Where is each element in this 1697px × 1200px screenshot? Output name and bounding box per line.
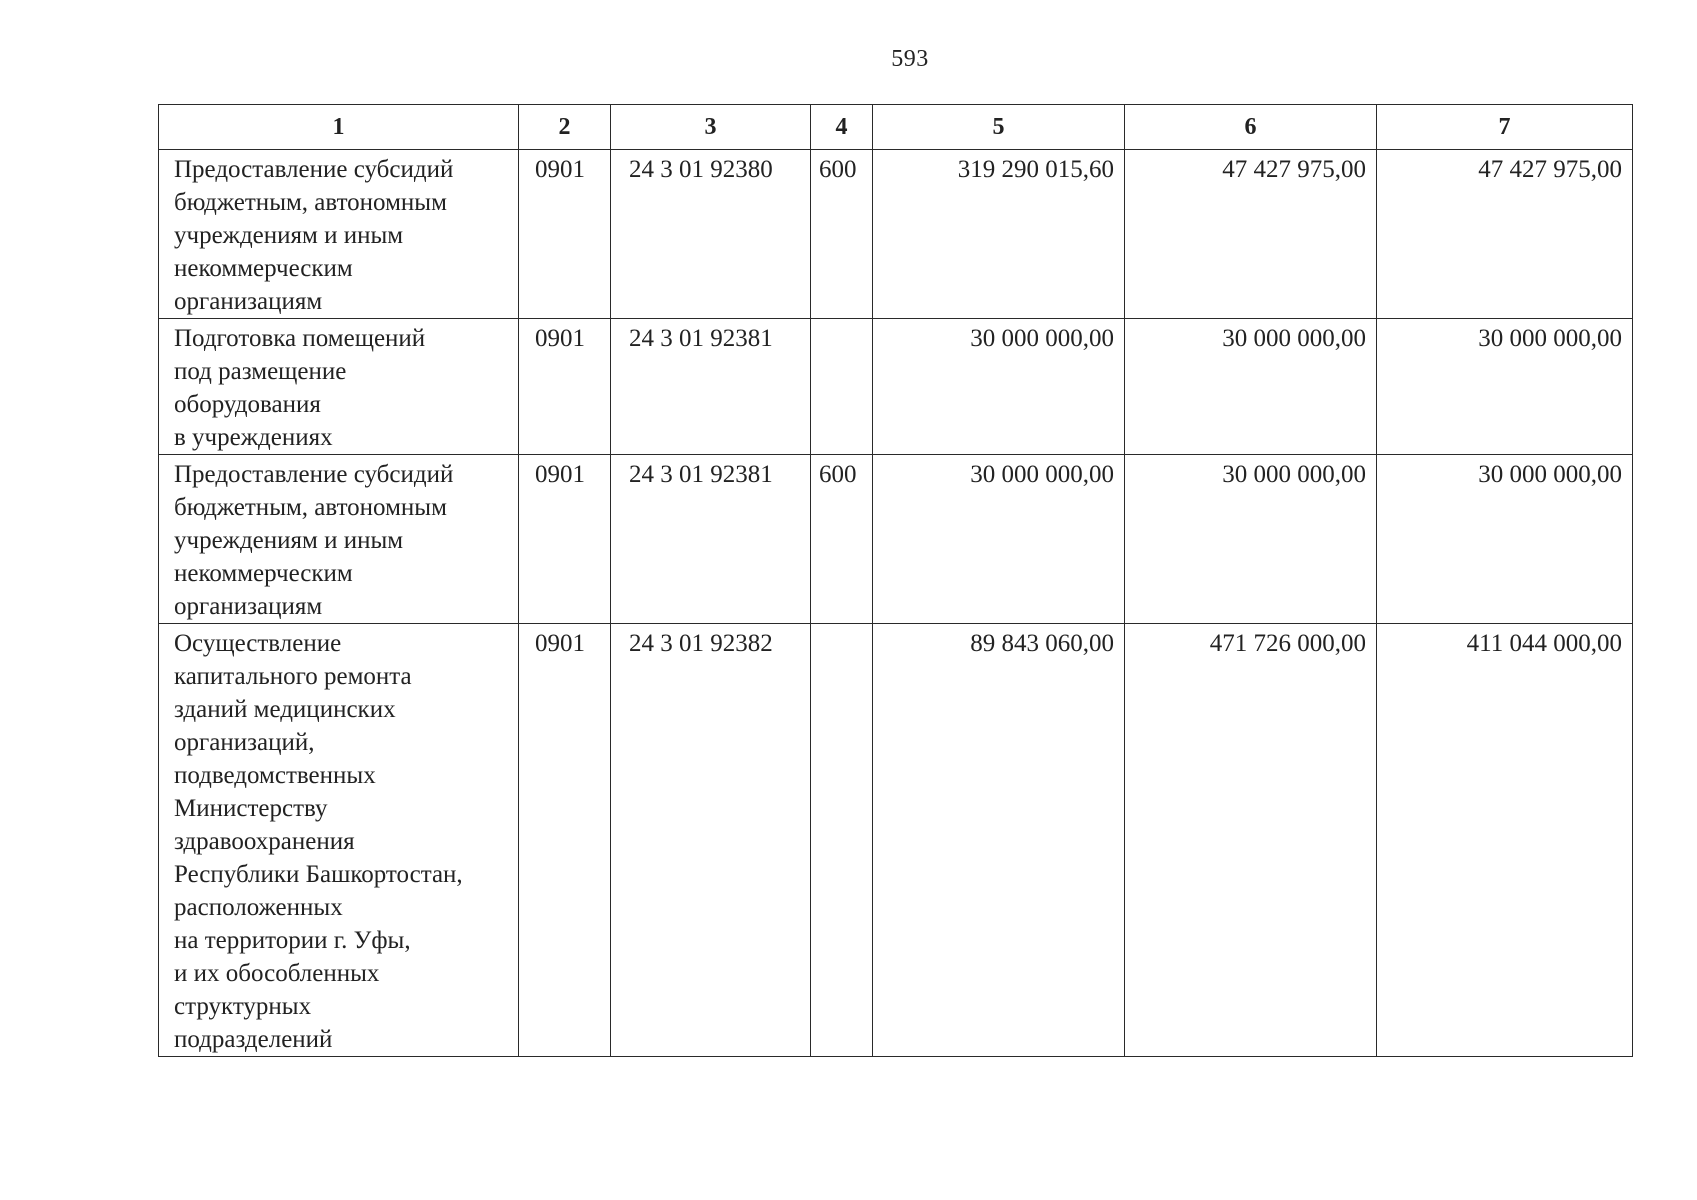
row-section: 0901 xyxy=(519,624,611,1057)
page-number: 593 xyxy=(891,46,929,72)
row-amount-7: 30 000 000,00 xyxy=(1377,455,1633,624)
table-row xyxy=(159,624,1633,1057)
row-expense-type: 600 xyxy=(811,150,873,319)
table-row xyxy=(159,455,1633,624)
row-section: 0901 xyxy=(519,455,611,624)
header-col-5: 5 xyxy=(873,105,1125,150)
row-name: Подготовка помещений под размещение оборудования в учреждениях xyxy=(174,325,426,451)
table-body xyxy=(159,150,1633,1057)
row-amount-6: 47 427 975,00 xyxy=(1125,150,1377,319)
row-name-cell xyxy=(159,455,519,624)
row-amount-7: 411 044 000,00 xyxy=(1377,624,1633,1057)
row-amount-6: 30 000 000,00 xyxy=(1125,319,1377,455)
header-col-3: 3 xyxy=(611,105,811,150)
budget-table xyxy=(158,104,1633,1057)
row-name: Предоставление субсидий бюджетным, автономным учреждениям и иным некоммерческим организациям xyxy=(174,461,454,620)
row-name: Предоставление субсидий бюджетным, автономным учреждениям и иным некоммерческим организациям xyxy=(174,156,454,315)
row-expense-type xyxy=(811,624,873,1057)
table-row xyxy=(159,319,1633,455)
row-target-article: 24 3 01 92380 xyxy=(611,150,811,319)
row-name: Осуществление капитального ремонта зданий медицинских организаций, подведомственных Министерству здравоохранения Республики Башкортостан, расположенных на территории г. Уфы, и их обособленных структурных подразделений xyxy=(174,630,463,1053)
row-amount-6: 471 726 000,00 xyxy=(1125,624,1377,1057)
row-target-article: 24 3 01 92381 xyxy=(611,455,811,624)
table-header xyxy=(159,105,1633,150)
row-amount-5: 30 000 000,00 xyxy=(873,455,1125,624)
row-amount-5: 89 843 060,00 xyxy=(873,624,1125,1057)
row-name-cell xyxy=(159,319,519,455)
header-row xyxy=(159,105,1633,150)
header-col-7: 7 xyxy=(1377,105,1633,150)
row-name-cell xyxy=(159,150,519,319)
header-col-1: 1 xyxy=(159,105,519,150)
row-target-article: 24 3 01 92382 xyxy=(611,624,811,1057)
row-amount-5: 30 000 000,00 xyxy=(873,319,1125,455)
header-col-4: 4 xyxy=(811,105,873,150)
row-amount-5: 319 290 015,60 xyxy=(873,150,1125,319)
row-amount-7: 30 000 000,00 xyxy=(1377,319,1633,455)
table-row xyxy=(159,150,1633,319)
row-expense-type xyxy=(811,319,873,455)
header-col-6: 6 xyxy=(1125,105,1377,150)
row-expense-type: 600 xyxy=(811,455,873,624)
row-target-article: 24 3 01 92381 xyxy=(611,319,811,455)
row-amount-6: 30 000 000,00 xyxy=(1125,455,1377,624)
header-col-2: 2 xyxy=(519,105,611,150)
row-amount-7: 47 427 975,00 xyxy=(1377,150,1633,319)
row-name-cell xyxy=(159,624,519,1057)
row-section: 0901 xyxy=(519,319,611,455)
row-section: 0901 xyxy=(519,150,611,319)
